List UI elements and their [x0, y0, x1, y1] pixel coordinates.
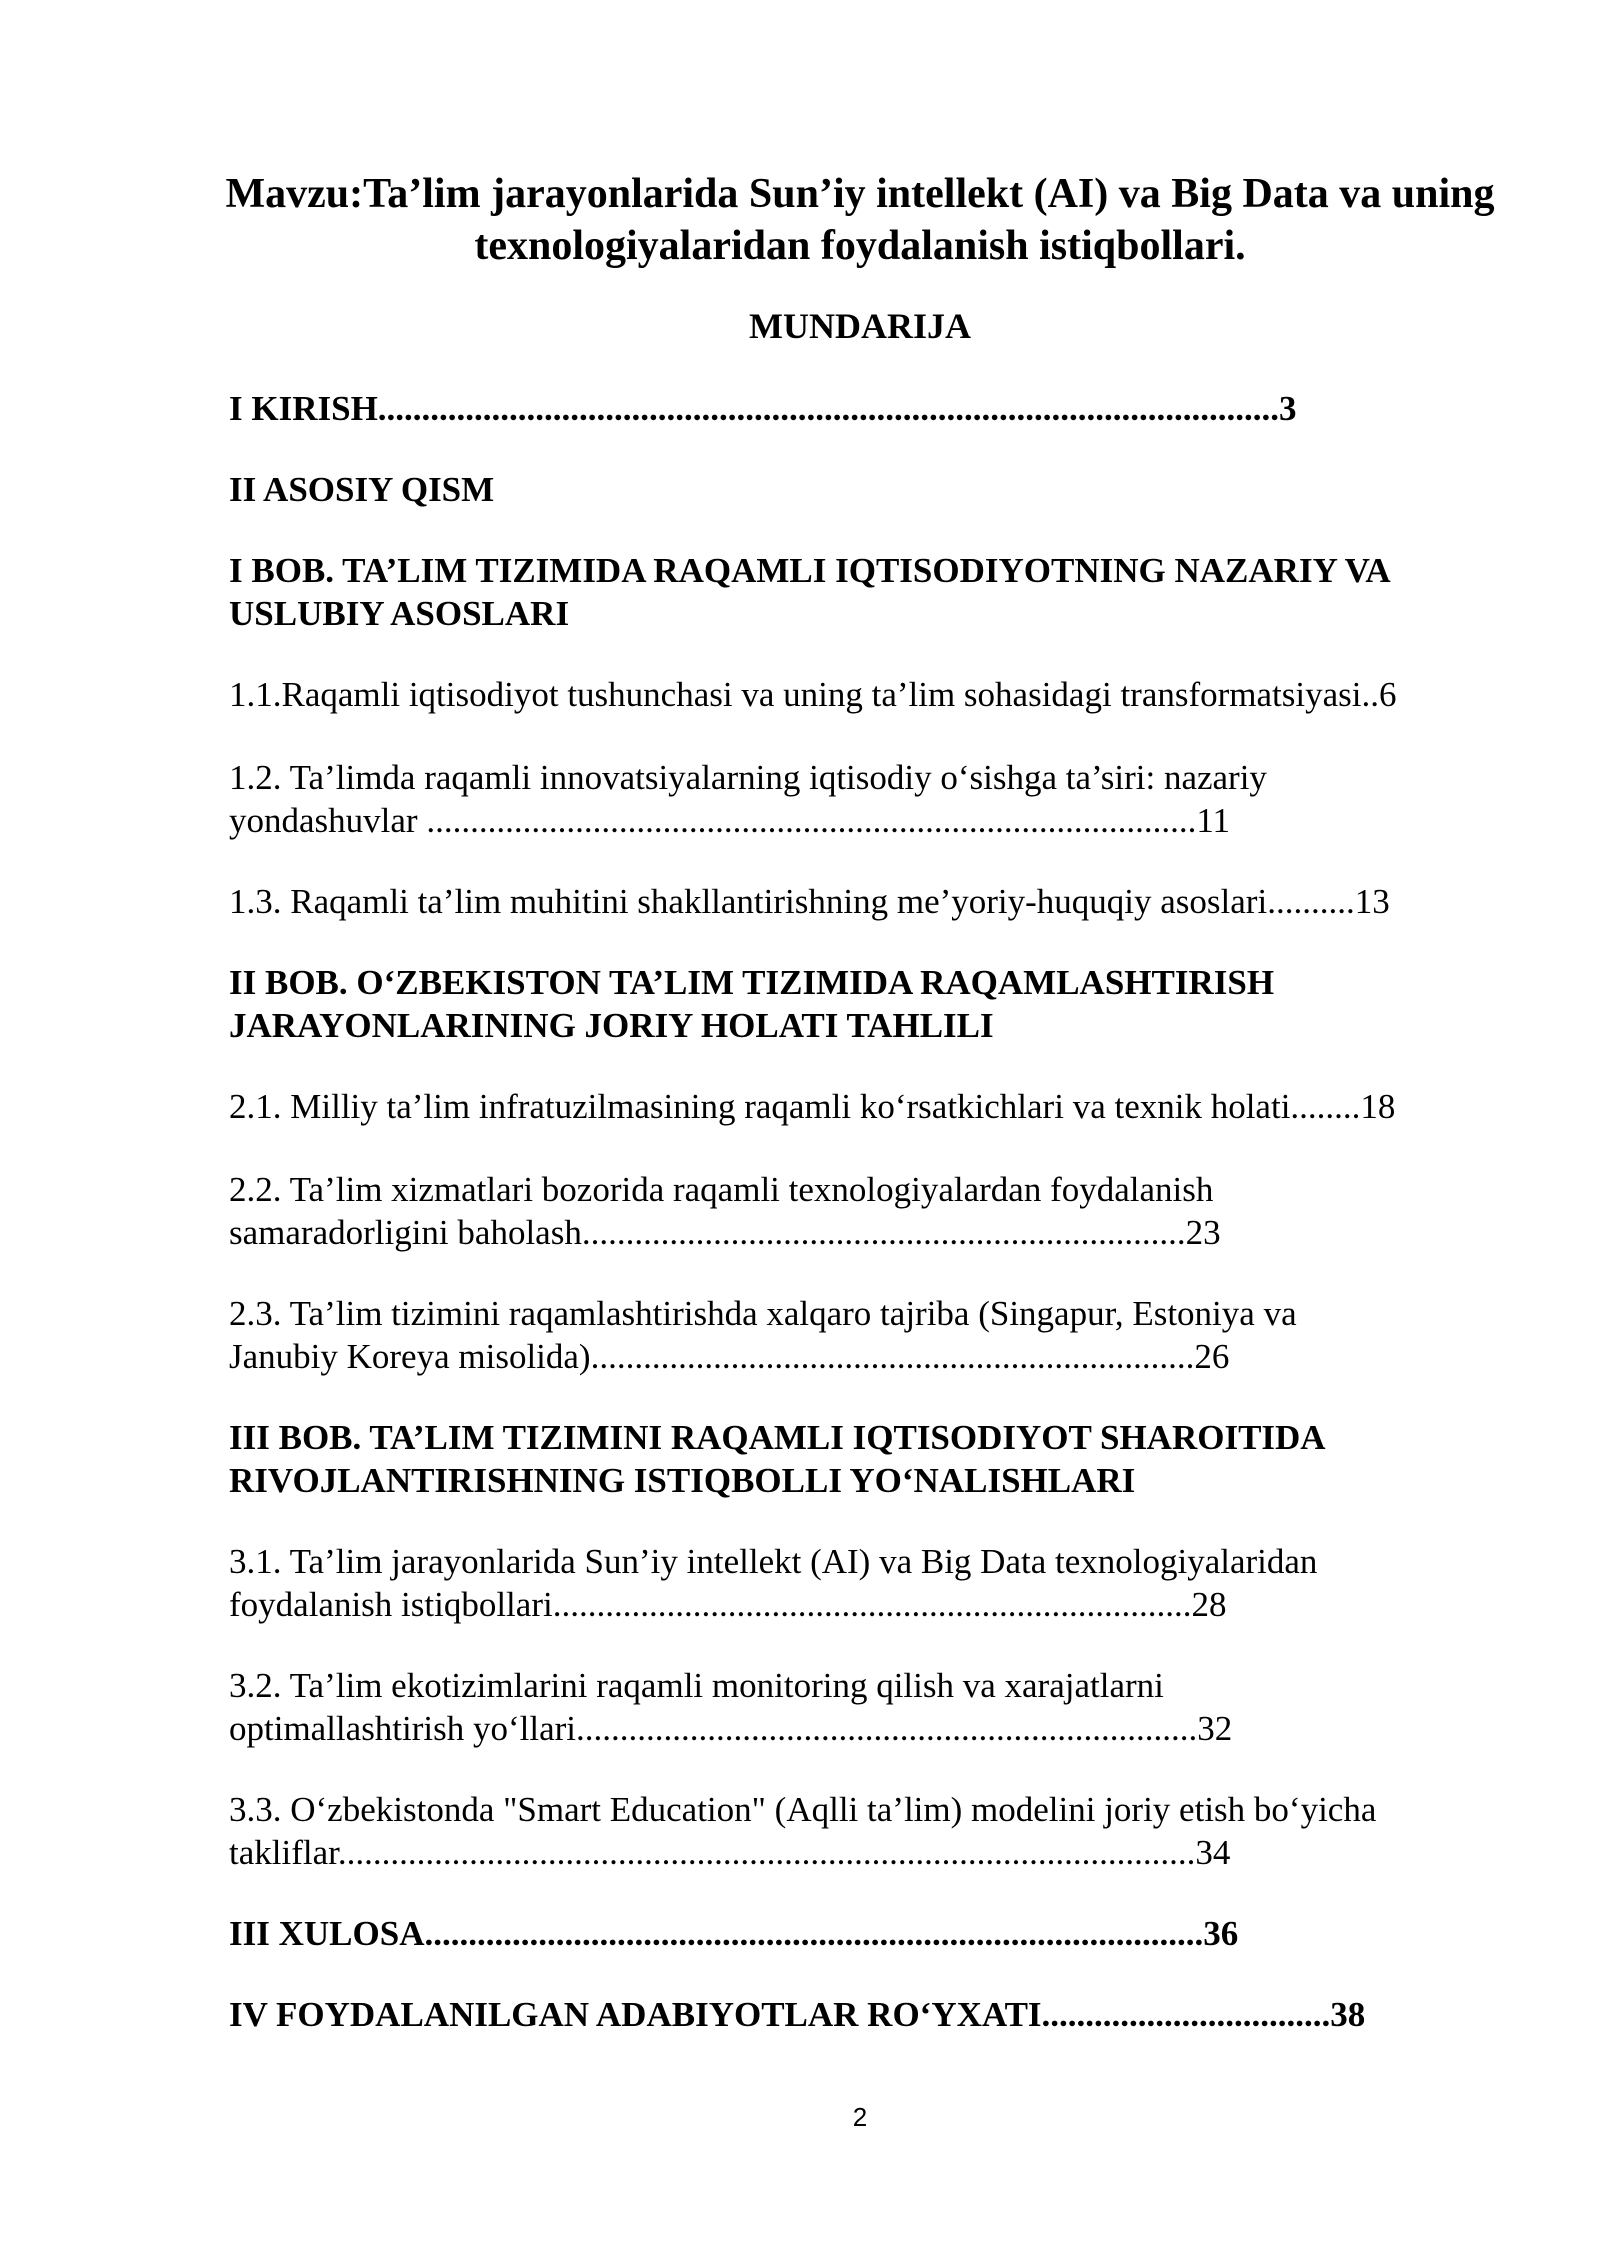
toc-entry-bob-2: II BOB. O‘ZBEKISTON TA’LIM TIZIMIDA RAQAMLASHTIRISH JARAYONLARINING JORIY HOLATI TAHLILI — [229, 963, 1275, 1045]
toc-entry-3-2-line-1: 3.2. Ta’lim ekotizimlarini raqamli monitoring qilish va xarajatlarni — [229, 1666, 1164, 1705]
toc-entry-1-2-line-2: yondashuvlar ........................................................................................11 — [229, 801, 1231, 840]
toc-entry-adabiyotlar: IV FOYDALANILGAN ADABIYOTLAR RO‘YXATI.................................38 — [229, 1995, 1366, 2034]
toc-entry-3-2-line-2: optimallashtirish yo‘llari.......................................................................32 — [229, 1709, 1233, 1748]
document-title: Mavzu:Ta’lim jarayonlarida Sun’iy intellekt (AI) va Big Data va uning texnologiyalaridan foydalanish istiqbollari. — [225, 171, 1495, 269]
page-number: 2 — [852, 2102, 868, 2132]
toc-entry-2-3-line-2: Janubiy Koreya misolida).....................................................................26 — [229, 1337, 1230, 1376]
toc-entry-1-1: 1.1.Raqamli iqtisodiyot tushunchasi va uning ta’lim sohasidagi transformatsiyasi..6 — [229, 675, 1397, 714]
toc-entry-1-3: 1.3. Raqamli ta’lim muhitini shakllantirishning me’yoriy-huquqiy asoslari..........13 — [229, 882, 1390, 921]
toc-heading: MUNDARIJA — [749, 306, 971, 346]
toc-entry-1-2-line-1: 1.2. Ta’limda raqamli innovatsiyalarning iqtisodiy o‘sishga ta’siri: nazariy — [229, 758, 1267, 797]
toc-entry-3-1-line-2: foydalanish istiqbollari.........................................................................28 — [229, 1585, 1227, 1624]
toc-entry-bob-1: I BOB. TA’LIM TIZIMIDA RAQAMLI IQTISODIYOTNING NAZARIY VA USLUBIY ASOSLARI — [229, 551, 1389, 633]
toc-entry-3-3-line-1: 3.3. O‘zbekistonda "Smart Education" (Aqlli ta’lim) modelini joriy etish bo‘yicha — [229, 1790, 1377, 1829]
toc-entry-asosiy-qism: II ASOSIY QISM — [229, 470, 495, 509]
toc-entry-3-3-line-2: takliflar..................................................................................................34 — [229, 1833, 1231, 1872]
toc-entry-bob-3: III BOB. TA’LIM TIZIMINI RAQAMLI IQTISODIYOT SHAROITIDA RIVOJLANTIRISHNING ISTIQBOLLI YO‘NALISHLARI — [229, 1418, 1324, 1500]
toc-entry-2-2-line-2: samaradorligini baholash.....................................................................23 — [229, 1213, 1221, 1252]
toc-entry-3-1-line-1: 3.1. Ta’lim jarayonlarida Sun’iy intellekt (AI) va Big Data texnologiyalaridan — [229, 1542, 1318, 1581]
toc-entry-kirish: I KIRISH.......................................................................................................3 — [229, 389, 1297, 428]
toc-entry-2-2-line-1: 2.2. Ta’lim xizmatlari bozorida raqamli texnologiyalardan foydalanish — [229, 1170, 1214, 1209]
toc-entry-2-3-line-1: 2.3. Ta’lim tizimini raqamlashtirishda xalqaro tajriba (Singapur, Estoniya va — [229, 1294, 1297, 1333]
toc-entry-2-1: 2.1. Milliy ta’lim infratuzilmasining raqamli ko‘rsatkichlari va texnik holati........18 — [229, 1087, 1396, 1126]
toc-entry-xulosa: III XULOSA.........................................................................................36 — [229, 1914, 1239, 1953]
